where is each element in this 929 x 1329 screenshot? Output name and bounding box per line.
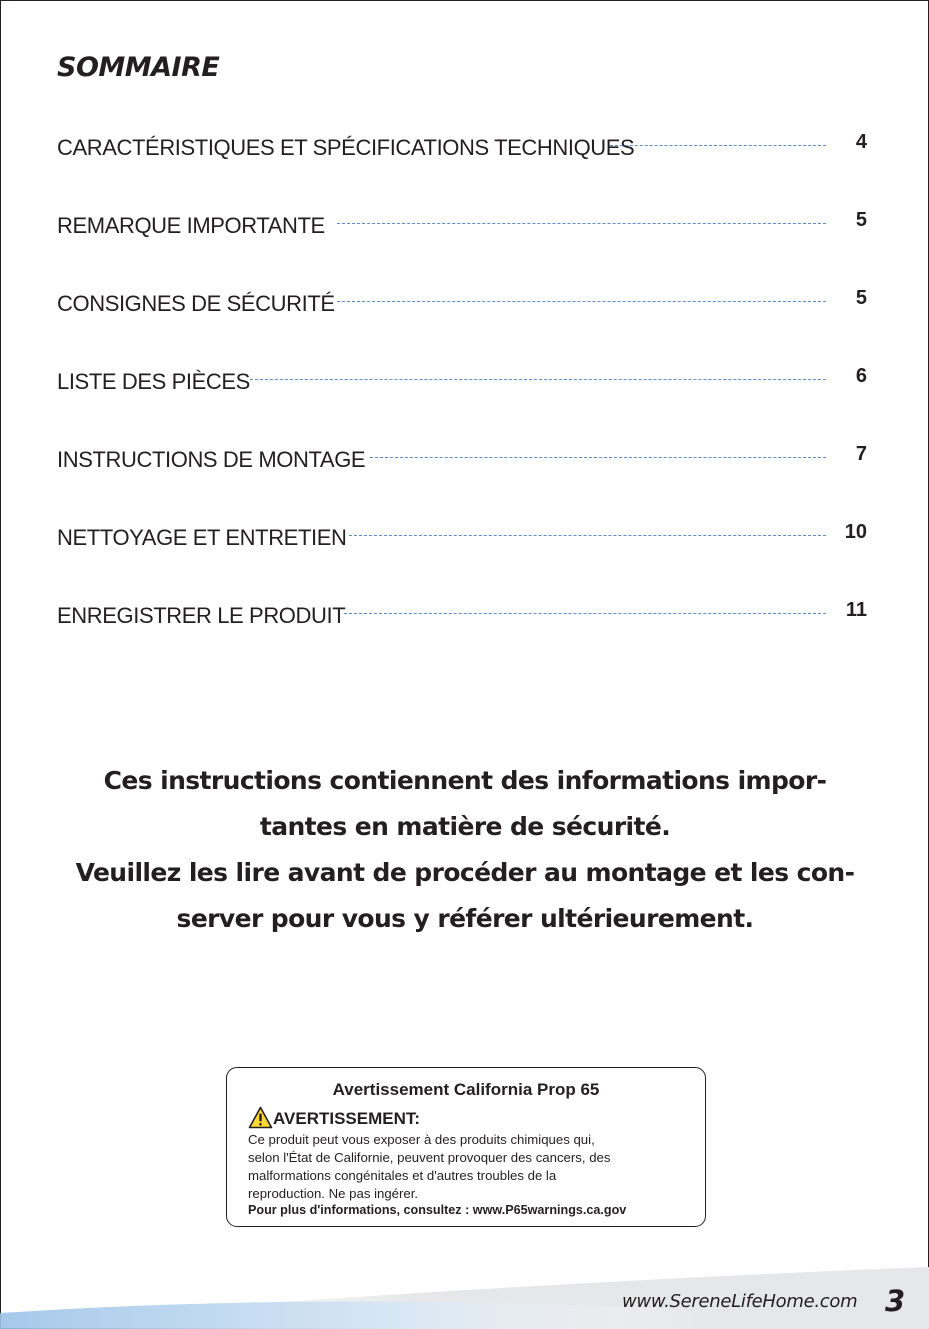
toc-item-label: CARACTÉRISTIQUES ET SPÉCIFICATIONS TECHNIQUES [57,135,635,160]
prop65-title: Avertissement California Prop 65 [332,1080,600,1099]
toc-item[interactable] [57,131,867,165]
toc-item-label: INSTRUCTIONS DE MONTAGE [57,447,366,472]
toc-item-page: 6 [855,365,867,387]
prop65-body-line: selon l'État de Californie, peuvent provoquer des cancers, des [248,1150,611,1165]
safety-notice-line: server pour vous y référer ultérieurement. [176,904,754,933]
prop65-body-line: malformations congénitales et d'autres troubles de la [248,1168,557,1183]
toc-item-label: REMARQUE IMPORTANTE [57,213,325,238]
prop65-more-info-link[interactable]: Pour plus d'informations, consultez : www.P65warnings.ca.gov [248,1203,627,1217]
toc-leader-line [337,223,826,224]
toc-item[interactable] [57,209,867,243]
prop65-warning-heading: AVERTISSEMENT: [273,1109,421,1128]
toc-item-page: 11 [845,599,867,621]
toc-item-page: 7 [855,443,867,465]
toc-item[interactable] [57,443,867,477]
safety-notice-line: Ces instructions contiennent des informations impor- [103,766,827,795]
toc-leader-line [344,613,826,614]
safety-notice-line: tantes en matière de sécurité. [259,812,671,841]
prop65-body-line: reproduction. Ne pas ingérer. [248,1186,419,1201]
toc-item-page: 10 [844,521,867,543]
safety-notice [40,758,890,942]
toc-item[interactable] [57,599,867,633]
toc-item-label: NETTOYAGE ET ENTRETIEN [57,525,347,550]
page-number: 3 [885,1284,906,1318]
toc-item-page: 4 [855,131,867,153]
prop65-warning-box [226,1067,706,1227]
toc-title: SOMMAIRE [57,52,220,83]
toc-item-page: 5 [855,287,867,309]
toc-item-label: LISTE DES PIÈCES [57,369,250,394]
toc-item-label: ENREGISTRER LE PRODUIT [57,603,346,628]
toc-leader-line [337,301,826,302]
toc-item-page: 5 [855,209,867,231]
warning-triangle-icon [248,1106,273,1129]
toc-item[interactable] [57,365,867,399]
safety-notice-line: Veuillez les lire avant de procéder au montage et les con- [75,858,855,887]
toc-leader-line [610,145,826,146]
prop65-body [248,1131,700,1203]
toc-leader-line [349,535,826,536]
footer-website-url[interactable]: www.SereneLifeHome.com [622,1291,858,1312]
toc-item[interactable] [57,287,867,321]
toc-leader-line [250,379,826,380]
prop65-body-line: Ce produit peut vous exposer à des produits chimiques qui, [248,1132,595,1147]
toc-item[interactable] [57,521,867,555]
toc-item-label: CONSIGNES DE SÉCURITÉ [57,291,335,316]
toc-leader-line [370,457,826,458]
